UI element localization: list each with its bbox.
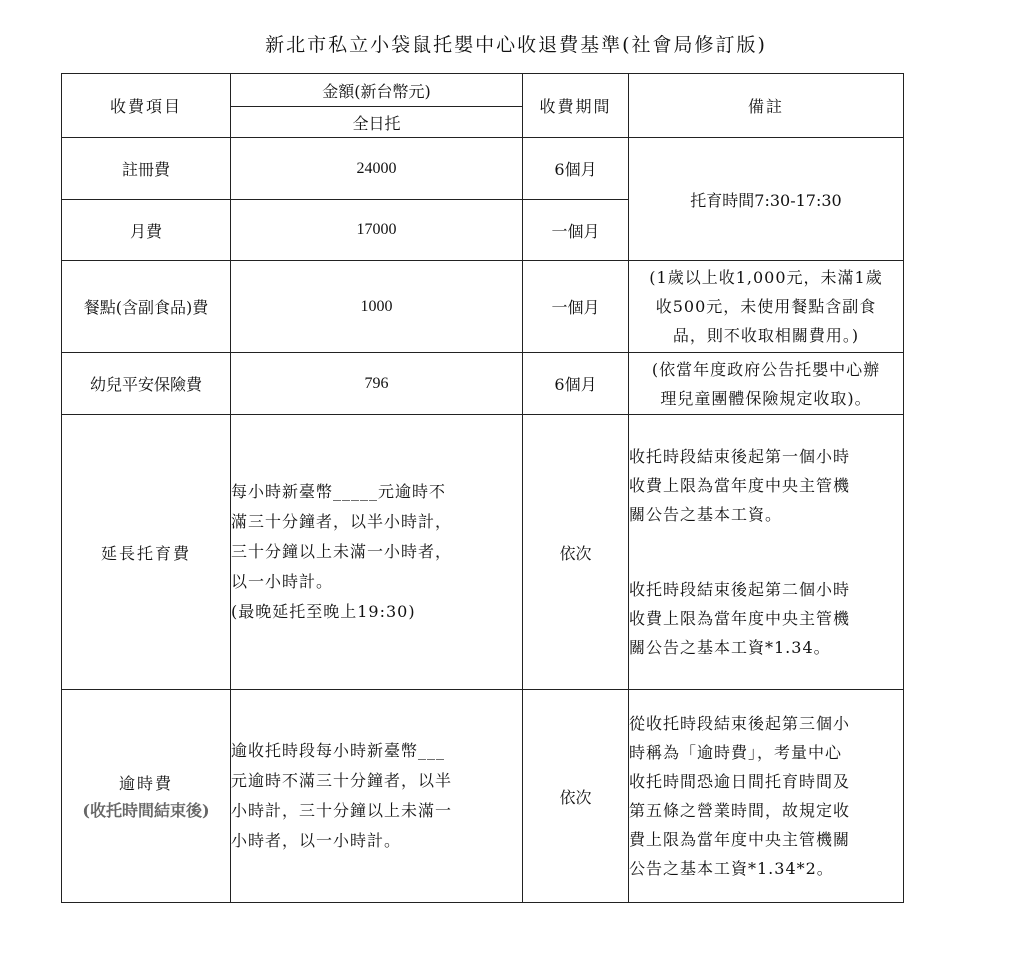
registration-item: 註冊費 (62, 138, 231, 200)
insurance-note-line: (依當年度政府公告托嬰中心辦 (651, 359, 881, 379)
overtime-note-line: 收托時間恐逾日間托育時間及 (629, 772, 851, 791)
extension-item: 延長托育費 (62, 415, 231, 690)
header-remarks: 備註 (629, 74, 904, 138)
extension-note-line: 收費上限為當年度中央主管機 (629, 476, 851, 495)
insurance-note (629, 353, 904, 415)
overtime-desc-line: 逾收托時段每小時新臺幣___ (231, 741, 446, 760)
extension-desc-line: 每小時新臺幣_____元逾時不 (231, 482, 447, 501)
extension-desc-line: 以一小時計。 (231, 572, 334, 591)
monthly-period: 一個月 (523, 200, 629, 261)
extension-note (629, 415, 904, 690)
overtime-desc (231, 690, 523, 903)
extension-desc (231, 415, 523, 690)
meal-amount: 1000 (231, 261, 523, 353)
overtime-note-line: 公告之基本工資*1.34*2。 (629, 859, 834, 878)
header-period: 收費期間 (523, 74, 629, 138)
overtime-note-line: 時稱為「逾時費」，考量中心 (629, 743, 843, 762)
overtime-desc-line: 元逾時不滿三十分鐘者，以半 (231, 771, 453, 790)
extension-desc-line: 三十分鐘以上未滿一小時者， (231, 542, 453, 561)
overtime-desc-line: 小時者，以一小時計。 (231, 831, 402, 850)
overtime-period: 依次 (523, 690, 629, 903)
meal-period: 一個月 (523, 261, 629, 353)
meal-item: 餐點(含副食品)費 (62, 261, 231, 353)
insurance-period: 6個月 (523, 353, 629, 415)
overtime-item (62, 690, 231, 903)
meal-note-line: 收500元，未使用餐點含副食 (655, 297, 877, 316)
monthly-item: 月費 (62, 200, 231, 261)
overtime-note-line: 費上限為當年度中央主管機關 (629, 830, 851, 849)
care-hours-note: 托育時間7:30-17:30 (629, 138, 904, 261)
overtime-item-sub: (收托時間結束後) (82, 801, 210, 820)
meal-note (629, 261, 904, 353)
insurance-note-line: 理兒童團體保險規定收取)。 (660, 388, 872, 408)
extension-note-line: 收托時段結束後起第一個小時 (629, 447, 851, 466)
insurance-item: 幼兒平安保險費 (62, 353, 231, 415)
registration-amount: 24000 (231, 138, 523, 200)
header-item: 收費項目 (62, 74, 231, 138)
extension-note-line: 關公告之基本工資*1.34。 (629, 638, 831, 657)
overtime-item-label: 逾時費 (118, 774, 173, 793)
note-spacer (629, 529, 903, 575)
overtime-note (629, 690, 904, 903)
overtime-desc-line: 小時計，三十分鐘以上未滿一 (231, 801, 453, 820)
extension-period: 依次 (523, 415, 629, 690)
extension-desc-line: (最晚延托至晚上19:30) (231, 602, 416, 621)
fee-table (61, 73, 904, 903)
overtime-note-line: 第五條之營業時間，故規定收 (629, 801, 851, 820)
extension-note-line: 關公告之基本工資。 (629, 505, 783, 524)
extension-note-line: 收托時段結束後起第二個小時 (629, 580, 851, 599)
meal-note-line: (1歲以上收1,000元，未滿1歲 (649, 268, 883, 287)
monthly-amount: 17000 (231, 200, 523, 261)
extension-desc-line: 滿三十分鐘者，以半小時計， (231, 512, 453, 531)
meal-note-line: 品，則不收取相關費用。) (672, 326, 860, 345)
insurance-amount: 796 (231, 353, 523, 415)
registration-period: 6個月 (523, 138, 629, 200)
header-amount: 金額(新台幣元) (231, 74, 523, 107)
extension-note-line: 收費上限為當年度中央主管機 (629, 609, 851, 628)
document-title: 新北市私立小袋鼠托嬰中心收退費基準(社會局修訂版) (265, 34, 767, 56)
header-fullday: 全日托 (231, 107, 523, 138)
overtime-note-line: 從收托時段結束後起第三個小 (629, 714, 851, 733)
